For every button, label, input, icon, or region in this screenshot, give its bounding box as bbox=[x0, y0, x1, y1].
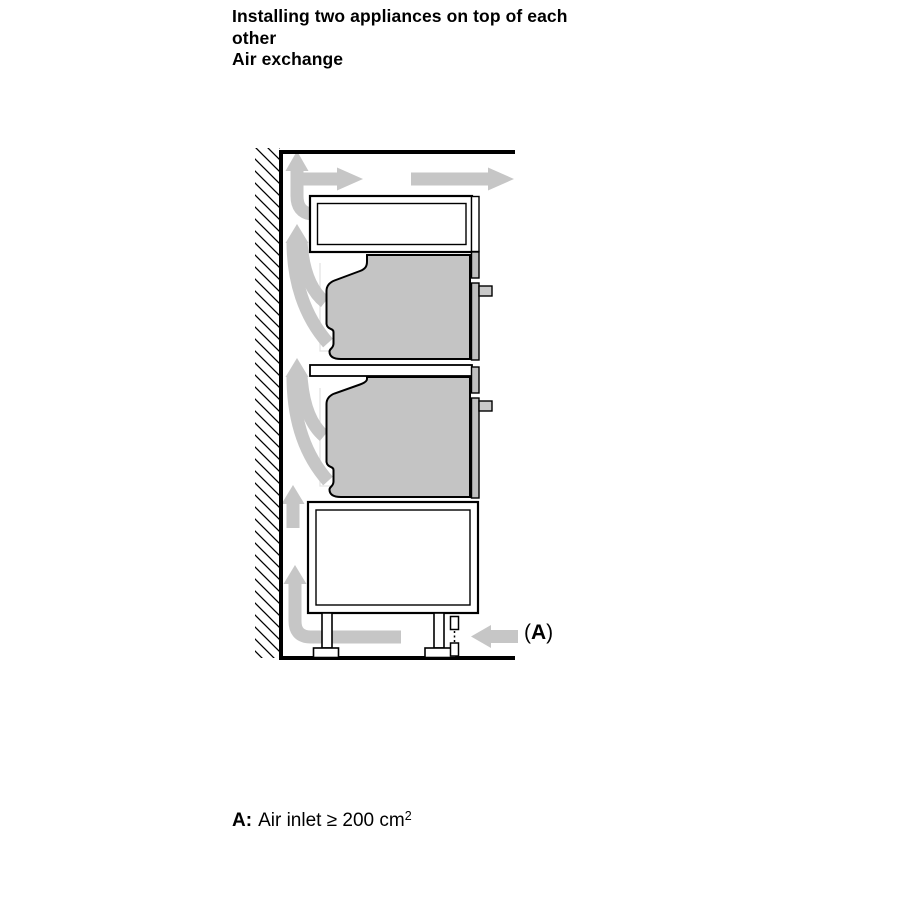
top-right-arrow-head-2 bbox=[488, 168, 514, 191]
upper-appliance-front-top bbox=[472, 252, 480, 278]
base-up-arrow-head bbox=[282, 485, 305, 504]
air-inlet-indicator-bottom bbox=[451, 643, 459, 656]
base-cabinet-leg-right bbox=[434, 613, 444, 648]
top-cabinet-inner bbox=[318, 204, 467, 245]
middle-shelf bbox=[310, 365, 472, 376]
upper-appliance-front-door bbox=[472, 283, 480, 360]
air-inlet-arrow-head bbox=[471, 625, 491, 648]
air-inlet-callout bbox=[524, 620, 553, 646]
title-line-1: Installing two appliances on top of each bbox=[232, 6, 568, 26]
lower-appliance-front-door bbox=[472, 398, 480, 498]
furniture bbox=[308, 196, 492, 658]
upper-appliance-handle bbox=[479, 286, 492, 296]
plinth-up-arrow-head bbox=[284, 565, 307, 584]
caption-label: A: bbox=[232, 810, 253, 831]
top-cabinet-front-strip bbox=[472, 197, 480, 252]
appliance-handles bbox=[479, 286, 492, 411]
callout-paren-open: ( bbox=[524, 621, 531, 644]
air-inlet-indicator bbox=[451, 617, 459, 657]
wall-hatching bbox=[255, 148, 280, 658]
base-cabinet-leg-left bbox=[322, 613, 332, 648]
lower-appliance-body bbox=[327, 377, 471, 497]
caption-air-inlet bbox=[232, 804, 412, 833]
base-cabinet-inner bbox=[316, 510, 470, 605]
caption-superscript: 2 bbox=[404, 809, 412, 823]
title-line-2: other bbox=[232, 27, 277, 48]
caption-body: Air inlet ≥ 200 cm bbox=[258, 810, 405, 831]
lower-appliance-front-top bbox=[472, 367, 480, 393]
base-cabinet-foot-left bbox=[314, 648, 339, 658]
air-inlet-indicator-top bbox=[451, 617, 459, 630]
callout-paren-close: ) bbox=[546, 621, 554, 644]
upper-appliance-arrow-head bbox=[286, 224, 309, 243]
lower-appliance-handle bbox=[479, 401, 492, 411]
callout-letter: A bbox=[531, 621, 547, 644]
upper-appliance-body bbox=[327, 255, 471, 359]
lower-appliance-arrow-head bbox=[286, 358, 309, 377]
appliance-fronts bbox=[472, 252, 480, 498]
title-line-3: Air exchange bbox=[232, 49, 344, 69]
top-right-arrow-head-1 bbox=[337, 168, 363, 191]
